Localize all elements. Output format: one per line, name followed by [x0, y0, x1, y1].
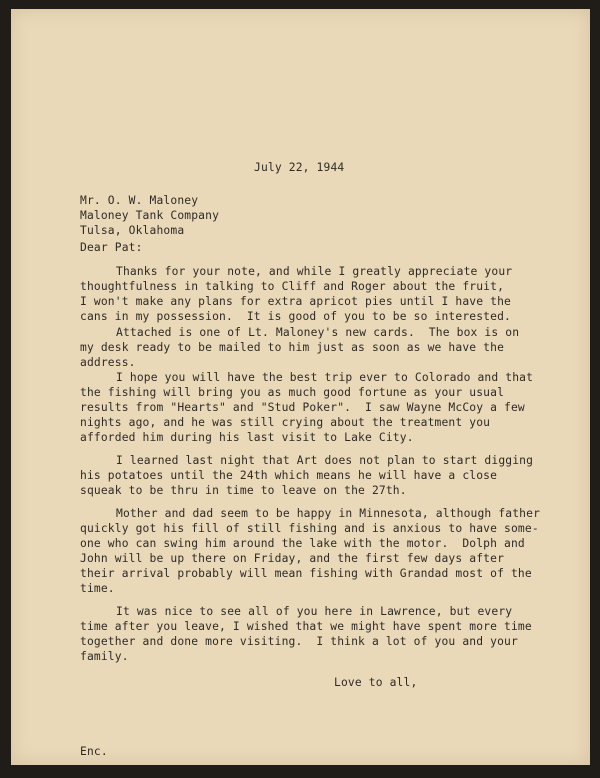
recipient-company: Maloney Tank Company: [80, 209, 220, 222]
paragraph-line: time after you leave, I wished that we might have spent more time: [80, 620, 532, 633]
closing: Love to all,: [334, 676, 418, 689]
recipient-name: Mr. O. W. Maloney: [80, 194, 199, 207]
paragraph-line: Attached is one of Lt. Maloney's new cards. The box is on: [116, 326, 520, 339]
paragraph-line: I won't make any plans for extra apricot pies until I have the: [80, 295, 511, 308]
paragraph-line: John will be up there on Friday, and the first few days after: [80, 552, 505, 565]
paragraph-line: one who can swing him around the lake with the motor. Dolph and: [80, 537, 525, 550]
paragraph-line: nights ago, and he was still crying about the treatment you: [80, 416, 491, 429]
paragraph-line: time.: [80, 582, 115, 595]
paragraph-line: thoughtfulness in talking to Cliff and Roger about the fruit,: [80, 280, 505, 293]
paragraph-line: their arrival probably will mean fishing with Grandad most of the: [80, 567, 532, 580]
paragraph-line: I hope you will have the best trip ever to Colorado and that: [116, 371, 534, 384]
paragraph-line: It was nice to see all of you here in Lawrence, but every: [116, 605, 513, 618]
paragraph-line: quickly got his fill of still fishing and is anxious to have some-: [80, 522, 539, 535]
paragraph-line: afforded him during his last visit to Lake City.: [80, 431, 414, 444]
letter-date: July 22, 1944: [254, 161, 345, 174]
paragraph-line: Mother and dad seem to be happy in Minnesota, although father: [116, 507, 541, 520]
paragraph-line: together and done more visiting. I think a lot of you and your: [80, 635, 518, 648]
paragraph-line: the fishing will bring you as much good fortune as your usual: [80, 386, 505, 399]
paragraph-line: Thanks for your note, and while I greatly appreciate your: [116, 265, 513, 278]
paragraph-line: squeak to be thru in time to leave on the 27th.: [80, 484, 407, 497]
paragraph-line: family.: [80, 650, 129, 663]
recipient-city: Tulsa, Oklahoma: [80, 224, 185, 237]
paragraph-line: his potatoes until the 24th which means he will have a close: [80, 469, 498, 482]
paragraph-line: address.: [80, 356, 136, 369]
paragraph-line: cans in my possession. It is good of you to be so interested.: [80, 310, 511, 323]
paragraph-line: my desk ready to be mailed to him just as soon as we have the: [80, 341, 505, 354]
paragraph-line: I learned last night that Art does not plan to start digging: [116, 454, 534, 467]
salutation: Dear Pat:: [80, 241, 143, 254]
paragraph-line: results from "Hearts" and "Stud Poker". I saw Wayne McCoy a few: [80, 401, 525, 414]
enclosure-note: Enc.: [80, 745, 108, 758]
